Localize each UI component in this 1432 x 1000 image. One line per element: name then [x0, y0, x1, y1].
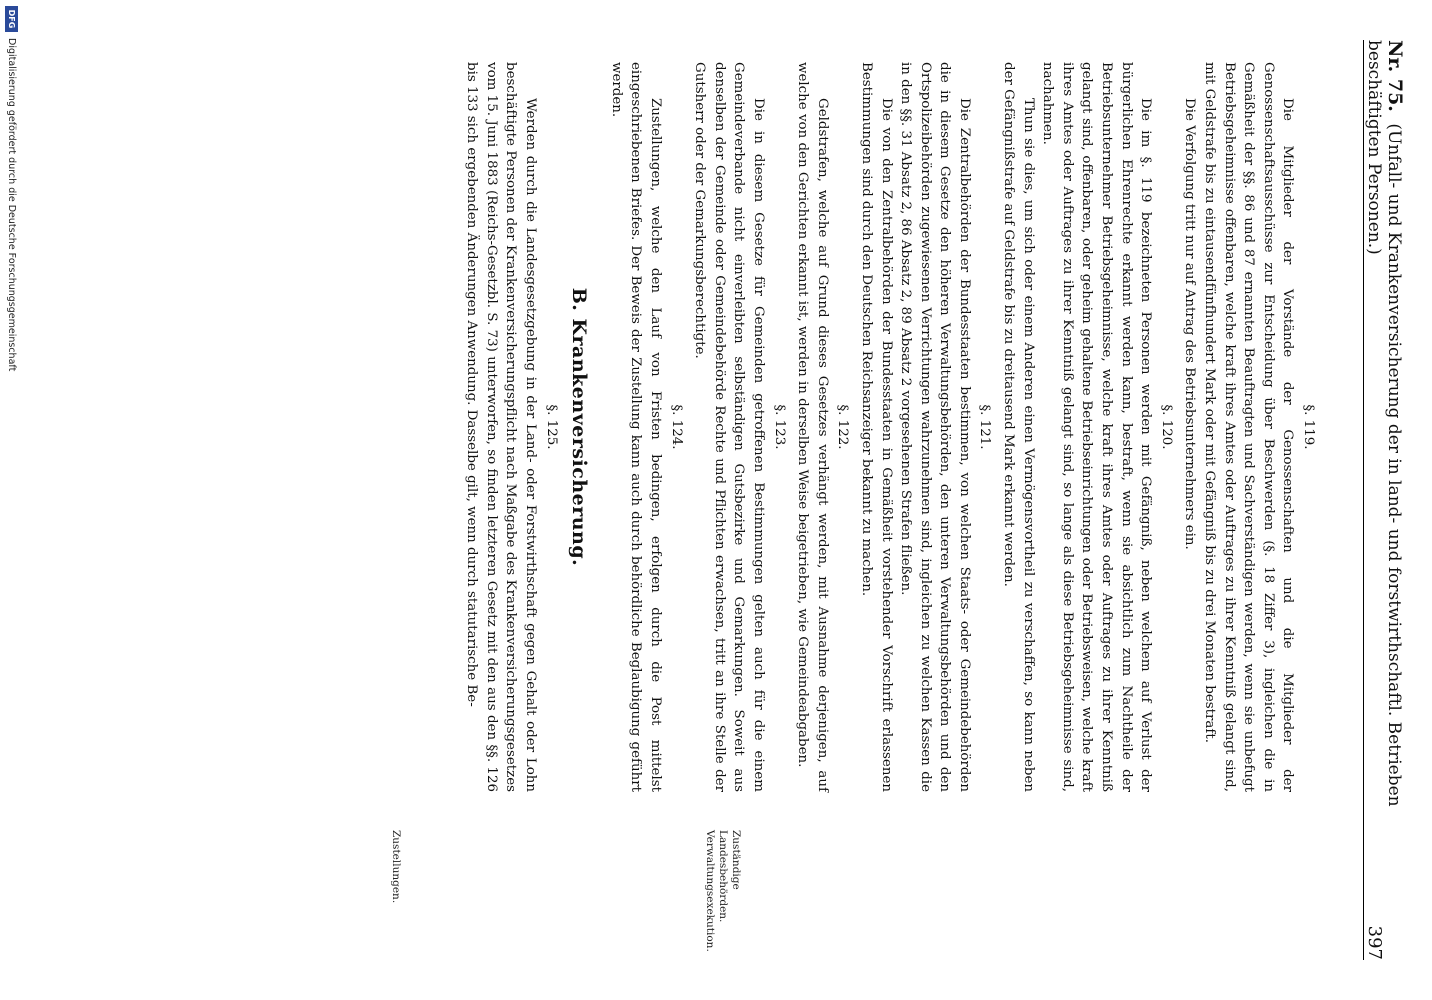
section-heading: §. 120. — [1158, 404, 1174, 450]
running-title — [1364, 40, 1406, 926]
law-title: (Unfall- und Krankenversicherung der in land- und forstwirthschaftl. Betrieben beschäftigten Personen.) — [1364, 40, 1404, 807]
section-125 — [462, 62, 561, 792]
section-123 — [690, 62, 789, 792]
paragraph: Die von den Zentralbehörden der Bundesstaaten in Gemäßheit vorstehender Vorschrift erlassenen Bestimmungen sind durch den Deutschen Reichsanzeiger bekannt zu machen. — [858, 62, 894, 792]
paragraph: Die in diesem Gesetze für Gemeinden getroffenen Bestimmungen gelten auch für die einem Gemeindeverbande nicht einverleibten selbständigen Gutsbezirke und Gemarkungen. Soweit aus denselben der Gemeinde oder Gemeindebehörde Rechte und Pflichten erwachsen, tritt an ihre Stelle der Gutsherr oder der Gemarkungsberechtigte. — [692, 62, 766, 792]
section-120 — [999, 62, 1176, 792]
section-heading: §. 125. — [543, 404, 559, 450]
section-124 — [606, 62, 685, 792]
digitization-footer — [4, 6, 20, 996]
law-number: Nr. 75. — [1384, 40, 1406, 112]
chapter-heading: B. Krankenversicherung. — [568, 287, 591, 567]
margin-note-line: Zuständige Landesbehörden. — [717, 830, 742, 923]
page-number: 397 — [1364, 925, 1385, 960]
paragraph: Thun sie dies, um sich oder einem Anderen einen Vermögensvortheil zu verschaffen, so kann neben der Gefängnißstrafe auf Geldstrafe bis zu dreitausend Mark erkannt werden. — [1001, 62, 1036, 792]
main-text-column — [462, 62, 1322, 792]
paragraph: Zustellungen, welche den Lauf von Fristen bedingen, erfolgen durch die Post mittelst eingeschriebenen Briefes. Der Beweis der Zustellung kann auch durch behördliche Beglaubigung geführt werden. — [608, 62, 663, 792]
section-heading: §. 122. — [835, 404, 851, 450]
section-122 — [793, 62, 853, 792]
paragraph: Geldstrafen, welche auf Grund dieses Gesetzes verhängt werden, mit Ausnahme derjenigen, auf welche von den Gerichten erkannt ist, werden in derselben Weise beigetrieben, wie Gemeindeabgaben. — [795, 62, 830, 792]
section-heading: §. 123. — [771, 404, 787, 450]
margin-note-authorities — [703, 830, 742, 980]
paragraph: Die Verfolgung tritt nur auf Antrag des Betriebsunternehmers ein. — [1182, 98, 1198, 550]
page-header — [1363, 40, 1406, 960]
paragraph: Die Mitglieder der Vorstände der Genossenschaften und die Mitglieder der Genossenschaftsausschüsse zur Entscheidung über Beschwerden (§. 18 Ziffer 3), ingleichen die in Gemäßheit der §§. 86 und 87 ernannten Beauftragten und Sachverständigen werden, wenn sie unbefugt Betriebsgeheimnisse offenbaren, welche kraft ihres Amtes oder Auftrages zu ihrer Kenntniß gelangt sind, mit Geldstrafe bis zu eintausendfünfhundert Mark oder mit Gefängniß bis zu drei Monaten bestraft. — [1202, 62, 1296, 792]
section-heading: §. 121. — [977, 404, 993, 450]
paragraph: Die im §. 119 bezeichneten Personen werden mit Gefängniß, neben welchem auf Verlust der bürgerlichen Ehrenrechte erkannt werden kann, bestraft, wenn sie absichtlich zum Nachtheile der Betriebsunternehmer Betriebsgeheimnisse, welche kraft ihres Amtes oder Auftrages zu ihrer Kenntniß gelangt sind, offenbaren, oder geheim gehaltene Betriebseinrichtungen oder Betriebsweisen, welche kraft ihres Amtes oder Auftrages zu ihrer Kenntniß gelangt sind, so lange als diese Betriebsgeheimnisse sind, nachahmen. — [1040, 62, 1154, 792]
paragraph: Werden durch die Landesgesetzgebung in der Land- oder Forstwirthschaft gegen Gehalt oder Lohn beschäftigte Personen der Krankenversicherungspflicht nach Maßgabe des Krankenversicherungsgesetzes vom 15. Juni 1883 (Reichs-Gesetzbl. S. 73) unterworfen, so finden letzteren Gesetz mit den aus den §§. 126 bis 133 sich ergebenden Änderungen Anwendung. Dasselbe gilt, wenn durch statutarische Be- — [464, 62, 539, 792]
section-121 — [856, 62, 994, 792]
dfg-logo-icon: DFG — [6, 6, 19, 32]
margin-note-line: Verwaltungsexekution. — [704, 830, 716, 952]
footer-text: Digitalisierung gefördert durch die Deutsche Forschungsgemeinschaft — [6, 38, 18, 372]
section-heading: §. 119. — [1301, 404, 1316, 450]
section-119 — [1180, 62, 1318, 792]
section-heading: §. 124. — [668, 404, 684, 450]
paragraph: Die Zentralbehörden der Bundesstaaten bestimmen, von welchen Staats- oder Gemeindebehörden die in diesem Gesetze den höheren Verwaltungsbehörden, den unteren Verwaltungsbehörden und den Ortspolizeibehörden zugewiesenen Verrichtungen wahrzunehmen sind, ingleichen zu welchen Kassen die in den §§. 31 Absatz 2, 86 Absatz 2, 89 Absatz 2 vorgesehenen Strafen fließen. — [898, 62, 972, 792]
margin-note-service: Zustellungen. — [390, 830, 402, 904]
